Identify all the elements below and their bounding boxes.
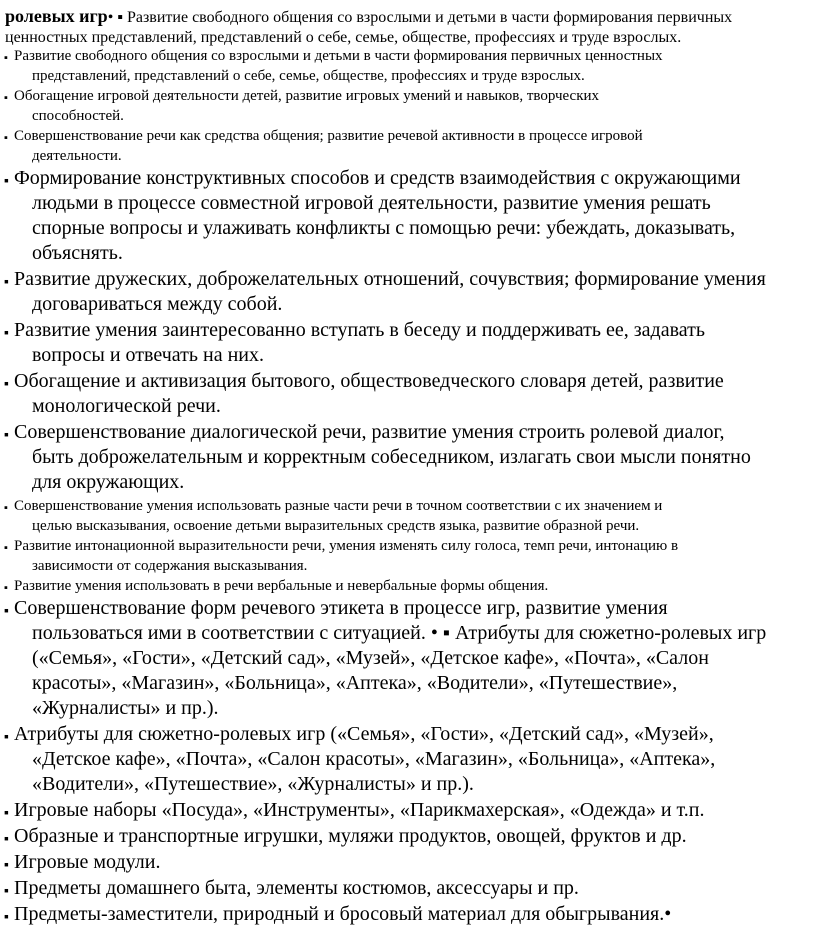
text-line: договариваться между собой. (32, 293, 283, 315)
list-item-text (14, 824, 812, 849)
bullet-square-icon: ▪ (4, 502, 8, 514)
text-line: Обогащение игровой деятельности детей, развитие игровых умений и навыков, творческих (14, 88, 600, 104)
text-line: Предметы домашнего быта, элементы костюмов, аксессуары и пр. (14, 877, 579, 899)
text-line: Совершенствование форм речевого этикета в процессе игр, развитие умения (14, 597, 668, 619)
text-line: Предметы-заместители, природный и бросовый материал для обыгрывания.• (14, 903, 672, 925)
list-item (0, 536, 812, 576)
heading-lead: ролевых игр (5, 6, 108, 26)
bullet-square-icon: ▪ (4, 884, 9, 899)
list-item (0, 496, 812, 536)
text-line: «Водители», «Путешествие», «Журналисты» и пр.). (32, 773, 474, 795)
list-item-text (14, 850, 812, 875)
heading-line (5, 6, 811, 48)
list-item-text (14, 876, 812, 901)
text-line: представлений, представлений о себе, семье, обществе, профессиях и труде взрослых. (32, 68, 585, 84)
text-line: быть доброжелательным и корректным собеседником, излагать свои мысли понятно (32, 446, 751, 468)
list-item-text (14, 496, 812, 536)
list-item-text (14, 126, 812, 166)
bullet-square-icon: ▪ (4, 52, 8, 64)
list-item (0, 876, 812, 901)
bullet-square-icon: ▪ (4, 806, 9, 821)
bullet-square-icon: ▪ (4, 326, 9, 341)
bullet-square-icon: ▪ (4, 92, 8, 104)
text-line: Формирование конструктивных способов и средств взаимодействия с окружающими (14, 167, 741, 189)
list-item-text (14, 576, 812, 596)
text-line: Совершенствование речи как средства общения; развитие речевой активности в процессе игровой (14, 128, 643, 144)
text-line: Развитие умения использовать в речи вербальные и невербальные формы общения. (14, 578, 549, 594)
list-item (0, 798, 812, 823)
text-line: Игровые наборы «Посуда», «Инструменты», «Парикмахерская», «Одежда» и т.п. (14, 799, 705, 821)
list-item (0, 318, 812, 368)
bullet-square-icon: ▪ (4, 174, 9, 189)
list-item-text (14, 86, 812, 126)
text-line: людьми в процессе совместной игровой деятельности, развитие умения решать (32, 192, 711, 214)
list-item (0, 850, 812, 875)
bullet-square-icon: ▪ (4, 832, 9, 847)
text-line: Игровые модули. (14, 851, 161, 873)
list-item (0, 369, 812, 419)
text-line: целью высказывания, освоение детьми выразительных средств языка, развитие образной речи. (32, 518, 640, 534)
bullet-square-icon: ▪ (4, 377, 9, 392)
bullet-square-icon: ▪ (4, 132, 8, 144)
list-item-text (14, 420, 812, 495)
text-line: деятельности. (32, 148, 122, 164)
text-line: спорные вопросы и улаживать конфликты с помощью речи: убеждать, доказывать, (32, 217, 736, 239)
heading-rest: • ▪ Развитие свободного общения со взрослыми и детьми в части формирования первичных ценностных представлений, представлений о себе, семье, обществе, профессиях и труде взрослых. (5, 9, 733, 46)
list-item (0, 576, 812, 596)
list-item (0, 126, 812, 166)
text-line: красоты», «Магазин», «Больница», «Аптека», «Водители», «Путешествие», (32, 672, 678, 694)
text-line: Развитие дружеских, доброжелательных отношений, сочувствия; формирование умения (14, 268, 766, 290)
list-item (0, 902, 812, 927)
text-line: способностей. (32, 108, 124, 124)
bullet-square-icon: ▪ (4, 730, 9, 745)
text-line: («Семья», «Гости», «Детский сад», «Музей», «Детское кафе», «Почта», «Салон (32, 647, 709, 669)
list-item-text (14, 166, 812, 266)
list-item-text (14, 318, 812, 368)
text-line: Совершенствование умения использовать разные части речи в точном соответствии с их значением и (14, 498, 663, 514)
list-item (0, 86, 812, 126)
text-line: зависимости от содержания высказывания. (32, 558, 308, 574)
list-item (0, 166, 812, 266)
list-item-text (14, 798, 812, 823)
list-item-text (14, 722, 812, 797)
text-line: Развитие интонационной выразительности речи, умения изменять силу голоса, темп речи, интонацию в (14, 538, 679, 554)
text-line: «Детское кафе», «Почта», «Салон красоты», «Магазин», «Больница», «Аптека», (32, 748, 716, 770)
list-item (0, 46, 812, 86)
text-line: Развитие умения заинтересованно вступать в беседу и поддерживать ее, задавать (14, 319, 705, 341)
text-line: вопросы и отвечать на них. (32, 344, 264, 366)
list-item (0, 824, 812, 849)
text-line: Образные и транспортные игрушки, муляжи продуктов, овощей, фруктов и др. (14, 825, 687, 847)
bullet-square-icon: ▪ (4, 858, 9, 873)
text-line: монологической речи. (32, 395, 221, 417)
text-line: объяснять. (32, 242, 123, 264)
list-item-text (14, 596, 812, 721)
list-item-text (14, 46, 812, 86)
text-line: Развитие свободного общения со взрослыми и детьми в части формирования первичных ценностных (14, 48, 663, 64)
text-line: Атрибуты для сюжетно-ролевых игр («Семья», «Гости», «Детский сад», «Музей», (14, 723, 714, 745)
bullet-square-icon: ▪ (4, 542, 8, 554)
bullet-square-icon: ▪ (4, 428, 9, 443)
list-item-text (14, 536, 812, 576)
list-item (0, 722, 812, 797)
bullet-square-icon: ▪ (4, 910, 9, 925)
text-line: Обогащение и активизация бытового, обществоведческого словаря детей, развитие (14, 370, 724, 392)
list-item-text (14, 369, 812, 419)
list-item-text (14, 902, 812, 927)
text-line: пользоваться ими в соответствии с ситуацией. • ▪ Атрибуты для сюжетно-ролевых игр (32, 622, 767, 644)
list-item (0, 420, 812, 495)
text-line: для окружающих. (32, 471, 185, 493)
bullet-square-icon: ▪ (4, 275, 9, 290)
bullet-square-icon: ▪ (4, 582, 8, 594)
list-item (0, 267, 812, 317)
text-line: Совершенствование диалогической речи, развитие умения строить ролевой диалог, (14, 421, 725, 443)
list-item-text (14, 267, 812, 317)
text-line: «Журналисты» и пр.). (32, 697, 219, 719)
list-item (0, 596, 812, 721)
bullet-square-icon: ▪ (4, 604, 9, 619)
